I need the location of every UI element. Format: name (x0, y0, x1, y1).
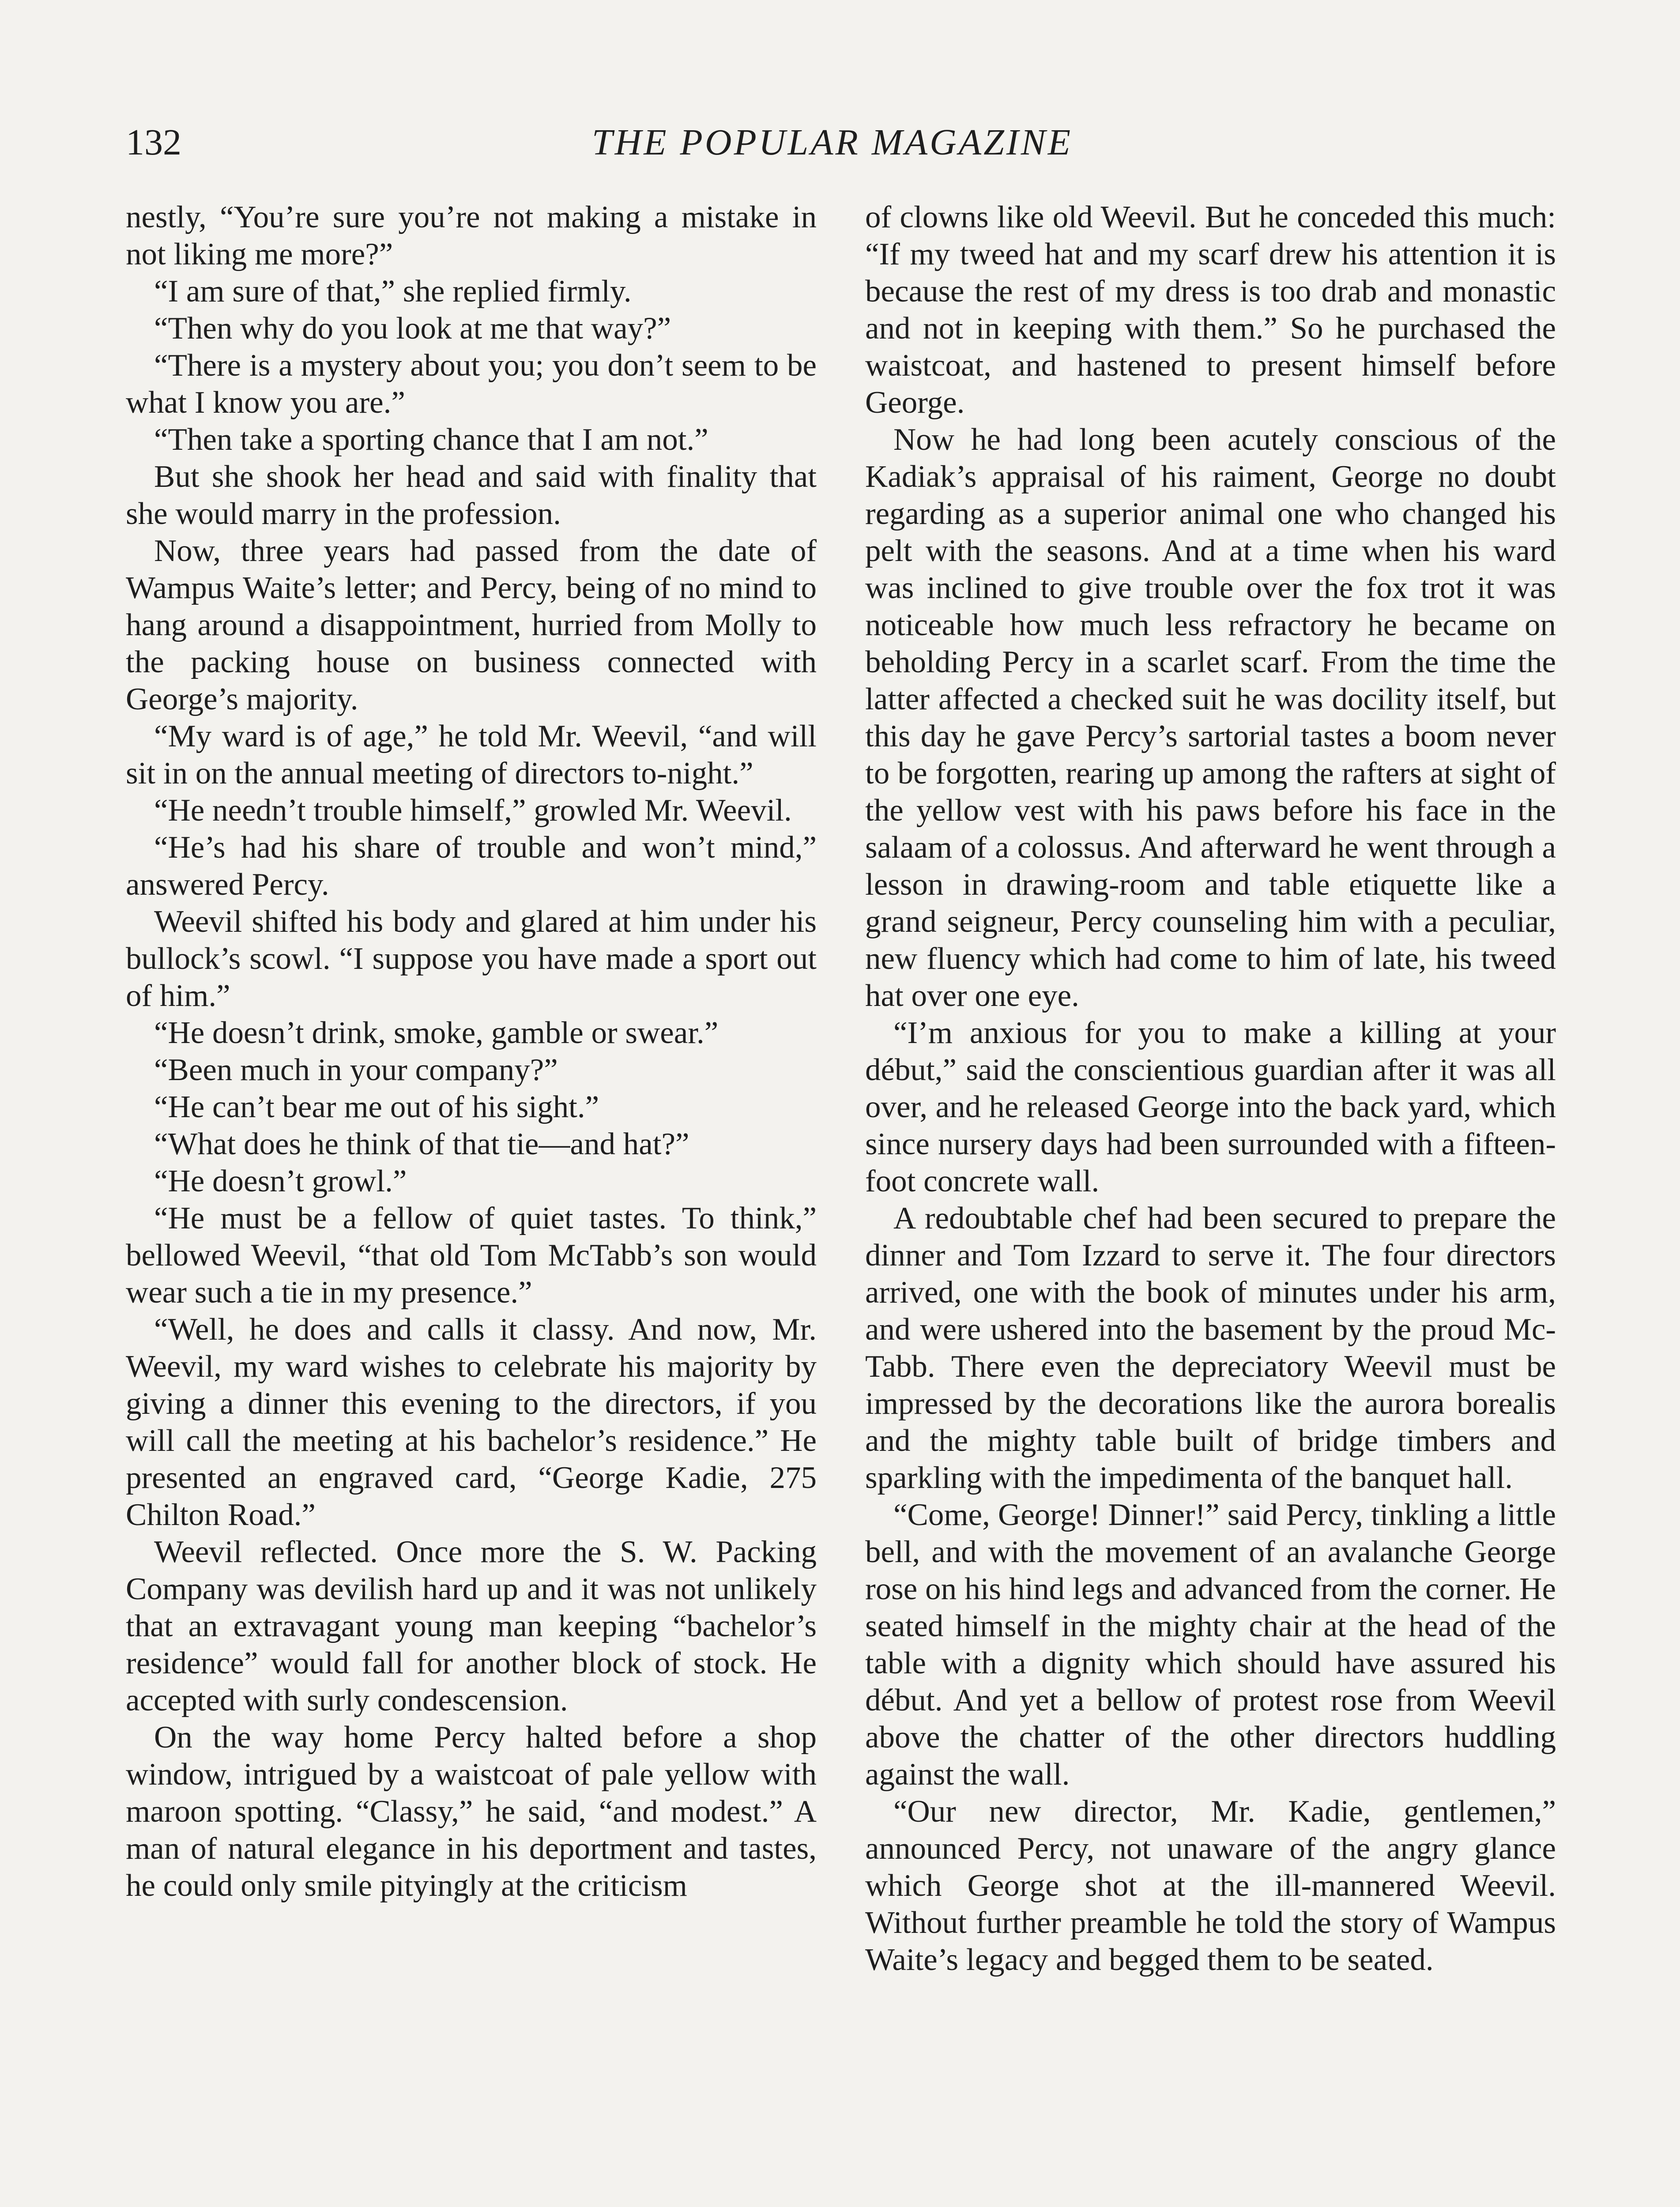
paragraph: “I am sure of that,” she replied firmly. (154, 274, 632, 309)
paragraph: But she shook her head and said with finality that she would marry in the profession. (126, 459, 817, 531)
paragraph: of clowns like old Weevil. But he conceded this much: “If my tweed hat and my scarf drew his attention it is because the rest of my dress is too drab and monastic and not in keeping with them.” So he purchased the waistcoat, and hastened to present himself before George. (865, 200, 1556, 420)
paragraph: Now, three years had passed from the date of Wampus Waite’s letter; and Percy, being of no mind to hang around a disappointment, hurried from Molly to the packing house on business connected with George’s majority. (126, 534, 817, 716)
paragraph: On the way home Percy halted before a shop window, intrigued by a waistcoat of pale yellow with maroon spotting. “Classy,” he said, “and modest.” A man of natural elegance in his deportment and tastes, he could only smile pityingly at the criticism (126, 1720, 817, 1903)
article-body (126, 199, 1556, 2207)
paragraph: “My ward is of age,” he told Mr. Weevil, “and will sit in on the annual meeting of directors to-night.” (126, 719, 817, 791)
paragraph: Now he had long been acutely conscious of the Kadiak’s appraisal of his raiment, George no doubt regarding as a superior animal one who changed his pelt with the seasons. And at a time when his ward was inclined to give trouble over the fox trot it was noticeable how much less refractory he became on beholding Percy in a scarlet scarf. From the time the latter affected a checked suit he was docility itself, but this day he gave Percy’s sartorial tastes a boom never to be forgotten, rearing up among the rafters at sight of the yellow vest with his paws before his face in the salaam of a colossus. And afterward he went through a lesson in drawing-room and table etiquette like a grand seigneur, Percy counseling him with a peculiar, new fluency which had come to him of late, his tweed hat over one eye. (865, 422, 1556, 1013)
paragraph: “I’m anxious for you to make a killing at your début,” said the conscientious guardian after it was all over, and he released George into the back yard, which since nursery days had been surrounded with a fifteen-foot concrete wall. (865, 1016, 1556, 1198)
paragraph: “Then take a sporting chance that I am not.” (154, 422, 708, 457)
paragraph: “He must be a fellow of quiet tastes. To think,” bellowed Weevil, “that old Tom McTabb’s son would wear such a tie in my presence.” (126, 1201, 817, 1310)
paragraph: “Been much in your company?” (154, 1053, 558, 1087)
paragraph: “Come, George! Dinner!” said Percy, tinkling a little bell, and with the movement of an avalanche George rose on his hind legs and advanced from the corner. He seated himself in the mighty chair at the head of the table with a dignity which should have assured his début. And yet a bellow of protest rose from Weevil above the chatter of the other directors huddling against the wall. (865, 1498, 1556, 1792)
paragraph: A redoubtable chef had been secured to prepare the dinner and Tom Izzard to serve it. The four directors arrived, one with the book of minutes under his arm, and were ushered into the basement by the proud McTabb. There even the depreciatory Weevil must be impressed by the decorations like the aurora borealis and the mighty table built of bridge timbers and sparkling with the impedimenta of the banquet hall. (865, 1201, 1556, 1495)
paragraph: “He doesn’t drink, smoke, gamble or swear.” (154, 1016, 719, 1050)
right-column (865, 199, 1556, 2207)
paragraph: Weevil reflected. Once more the S. W. Packing Company was devilish hard up and it was not unlikely that an extravagant young man keeping “bachelor’s residence” would fall for another block of stock. He accepted with surly condescension. (126, 1535, 817, 1717)
page-header (126, 118, 1539, 167)
left-column (126, 199, 817, 2207)
paragraph: “Then why do you look at me that way?” (154, 311, 671, 346)
paragraph: “Our new director, Mr. Kadie, gentlemen,” announced Percy, not unaware of the angry glance which George shot at the ill-mannered Weevil. Without further preamble he told the story of Wampus Waite’s legacy and begged them to be seated. (865, 1794, 1556, 1977)
paragraph: “He can’t bear me out of his sight.” (154, 1090, 599, 1124)
page-number: 132 (126, 122, 181, 163)
paragraph: “What does he think of that tie—and hat?” (154, 1127, 689, 1161)
paragraph: “He needn’t trouble himself,” growled Mr. Weevil. (154, 793, 792, 828)
paragraph: “There is a mystery about you; you don’t seem to be what I know you are.” (126, 348, 817, 420)
paragraph: nestly, “You’re sure you’re not making a mistake in not liking me more?” (126, 200, 817, 271)
paragraph: Weevil shifted his body and glared at him under his bullock’s scowl. “I suppose you have made a sport out of him.” (126, 904, 817, 1013)
running-title: THE POPULAR MAGAZINE (591, 122, 1073, 163)
paragraph: “Well, he does and calls it classy. And now, Mr. Weevil, my ward wishes to celebrate his majority by giving a dinner this evening to the directors, if you will call the meeting at his bachelor’s residence.” He presented an engraved card, “George Kadie, 275 Chilton Road.” (126, 1312, 817, 1532)
paragraph: “He’s had his share of trouble and won’t mind,” answered Percy. (126, 830, 817, 902)
paragraph: “He doesn’t growl.” (154, 1164, 407, 1198)
